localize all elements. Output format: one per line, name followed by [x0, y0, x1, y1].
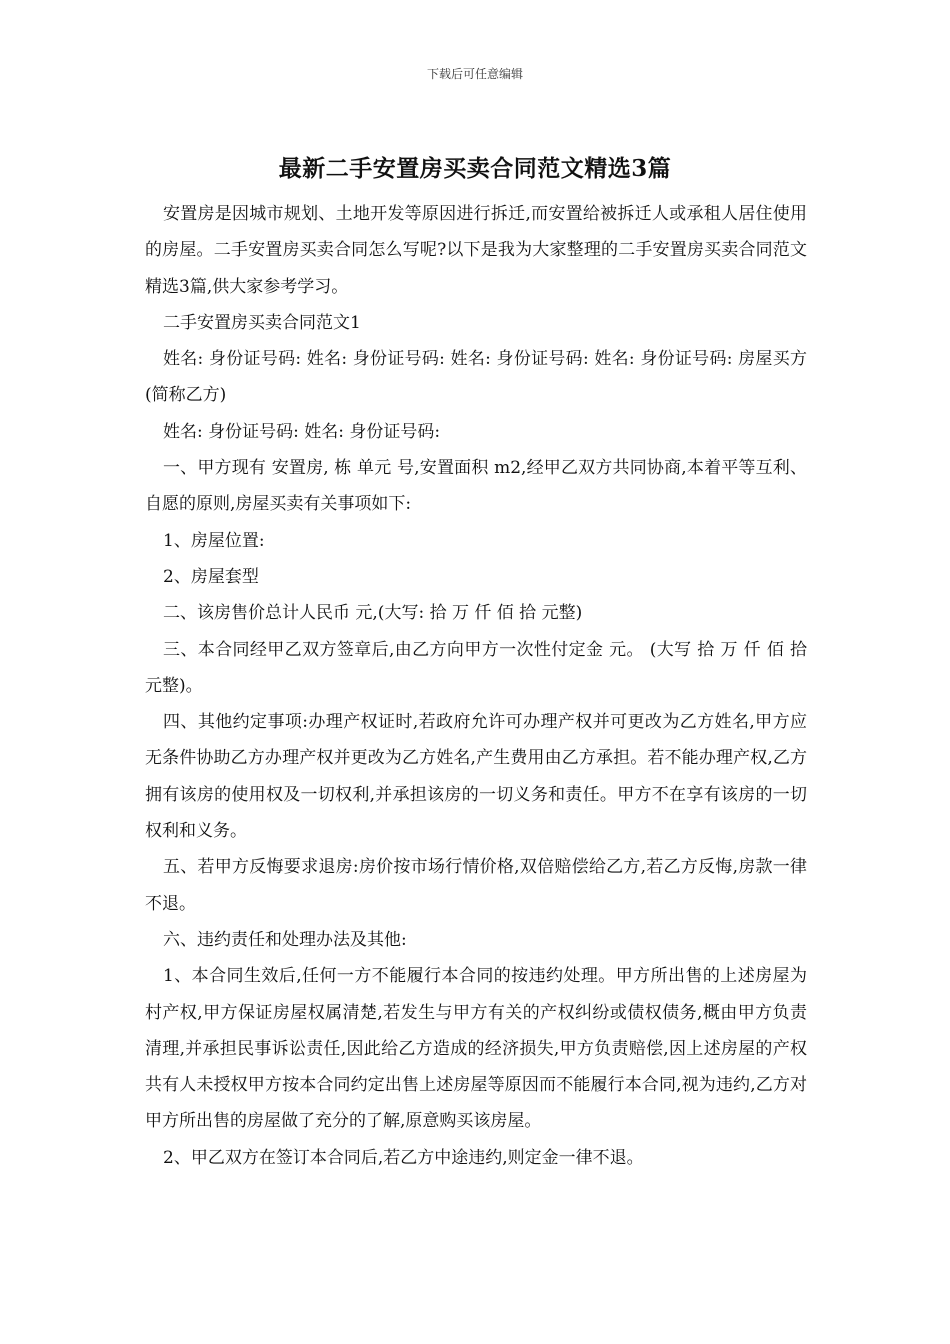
- document-title: 最新二手安置房买卖合同范文精选3篇: [278, 155, 672, 182]
- paragraph-seller-info: 姓名: 身份证号码: 姓名: 身份证号码: 姓名: 身份证号码: 姓名: 身份证号码: 房屋买方(简称乙方): [145, 349, 807, 406]
- paragraph-clause-6: 六、违约责任和处理办法及其他:: [163, 929, 407, 950]
- paragraph-clause-1: 一、甲方现有 安置房, 栋 单元 号,安置面积 m2,经甲乙双方共同协商,本着平等互利、自愿的原则,房屋买卖有关事项如下:: [145, 458, 807, 515]
- paragraph-section-heading: 二手安置房买卖合同范文1: [163, 312, 361, 333]
- paragraph-clause-3: 三、本合同经甲乙双方签章后,由乙方向甲方一次性付定金 元。 (大写 拾 万 仟 佰 拾 元整)。: [145, 639, 807, 696]
- header-note: 下载后可任意编辑: [426, 67, 523, 81]
- paragraph-clause-6-item-2: 2、甲乙双方在签订本合同后,若乙方中途违约,则定金一律不退。: [163, 1147, 644, 1168]
- paragraph-item-type: 2、房屋套型: [163, 566, 259, 587]
- paragraph-intro: 安置房是因城市规划、土地开发等原因进行拆迁,而安置给被拆迁人或承租人居住使用的房屋。二手安置房买卖合同怎么写呢?以下是我为大家整理的二手安置房买卖合同范文精选3篇,供大家参考学习。: [145, 204, 807, 297]
- paragraph-buyer-info: 姓名: 身份证号码: 姓名: 身份证号码:: [163, 421, 441, 442]
- paragraph-clause-4: 四、其他约定事项:办理产权证时,若政府允许可办理产权并可更改为乙方姓名,甲方应无条件协助乙方办理产权并更改为乙方姓名,产生费用由乙方承担。若不能办理产权,乙方拥有该房的使用权及一切权利,并承担该房的一切义务和责任。甲方不在享有该房的一切权利和义务。: [145, 712, 807, 842]
- paragraph-clause-6-item-1: 1、本合同生效后,任何一方不能履行本合同的按违约处理。甲方所出售的上述房屋为村产权,甲方保证房屋权属清楚,若发生与甲方有关的产权纠纷或债权债务,概由甲方负责清理,并承担民事诉讼责任,因此给乙方造成的经济损失,甲方负责赔偿,因上述房屋的产权共有人未授权甲方按本合同约定出售上述房屋等原因而不能履行本合同,视为违约,乙方对甲方所出售的房屋做了充分的了解,原意购买该房屋。: [145, 966, 807, 1132]
- document-body: [145, 196, 807, 1176]
- paragraph-clause-5: 五、若甲方反悔要求退房:房价按市场行情价格,双倍赔偿给乙方,若乙方反悔,房款一律不退。: [145, 857, 807, 914]
- paragraph-item-location: 1、房屋位置:: [163, 530, 265, 551]
- paragraph-clause-2: 二、该房售价总计人民币 元,(大写: 拾 万 仟 佰 拾 元整): [163, 603, 583, 624]
